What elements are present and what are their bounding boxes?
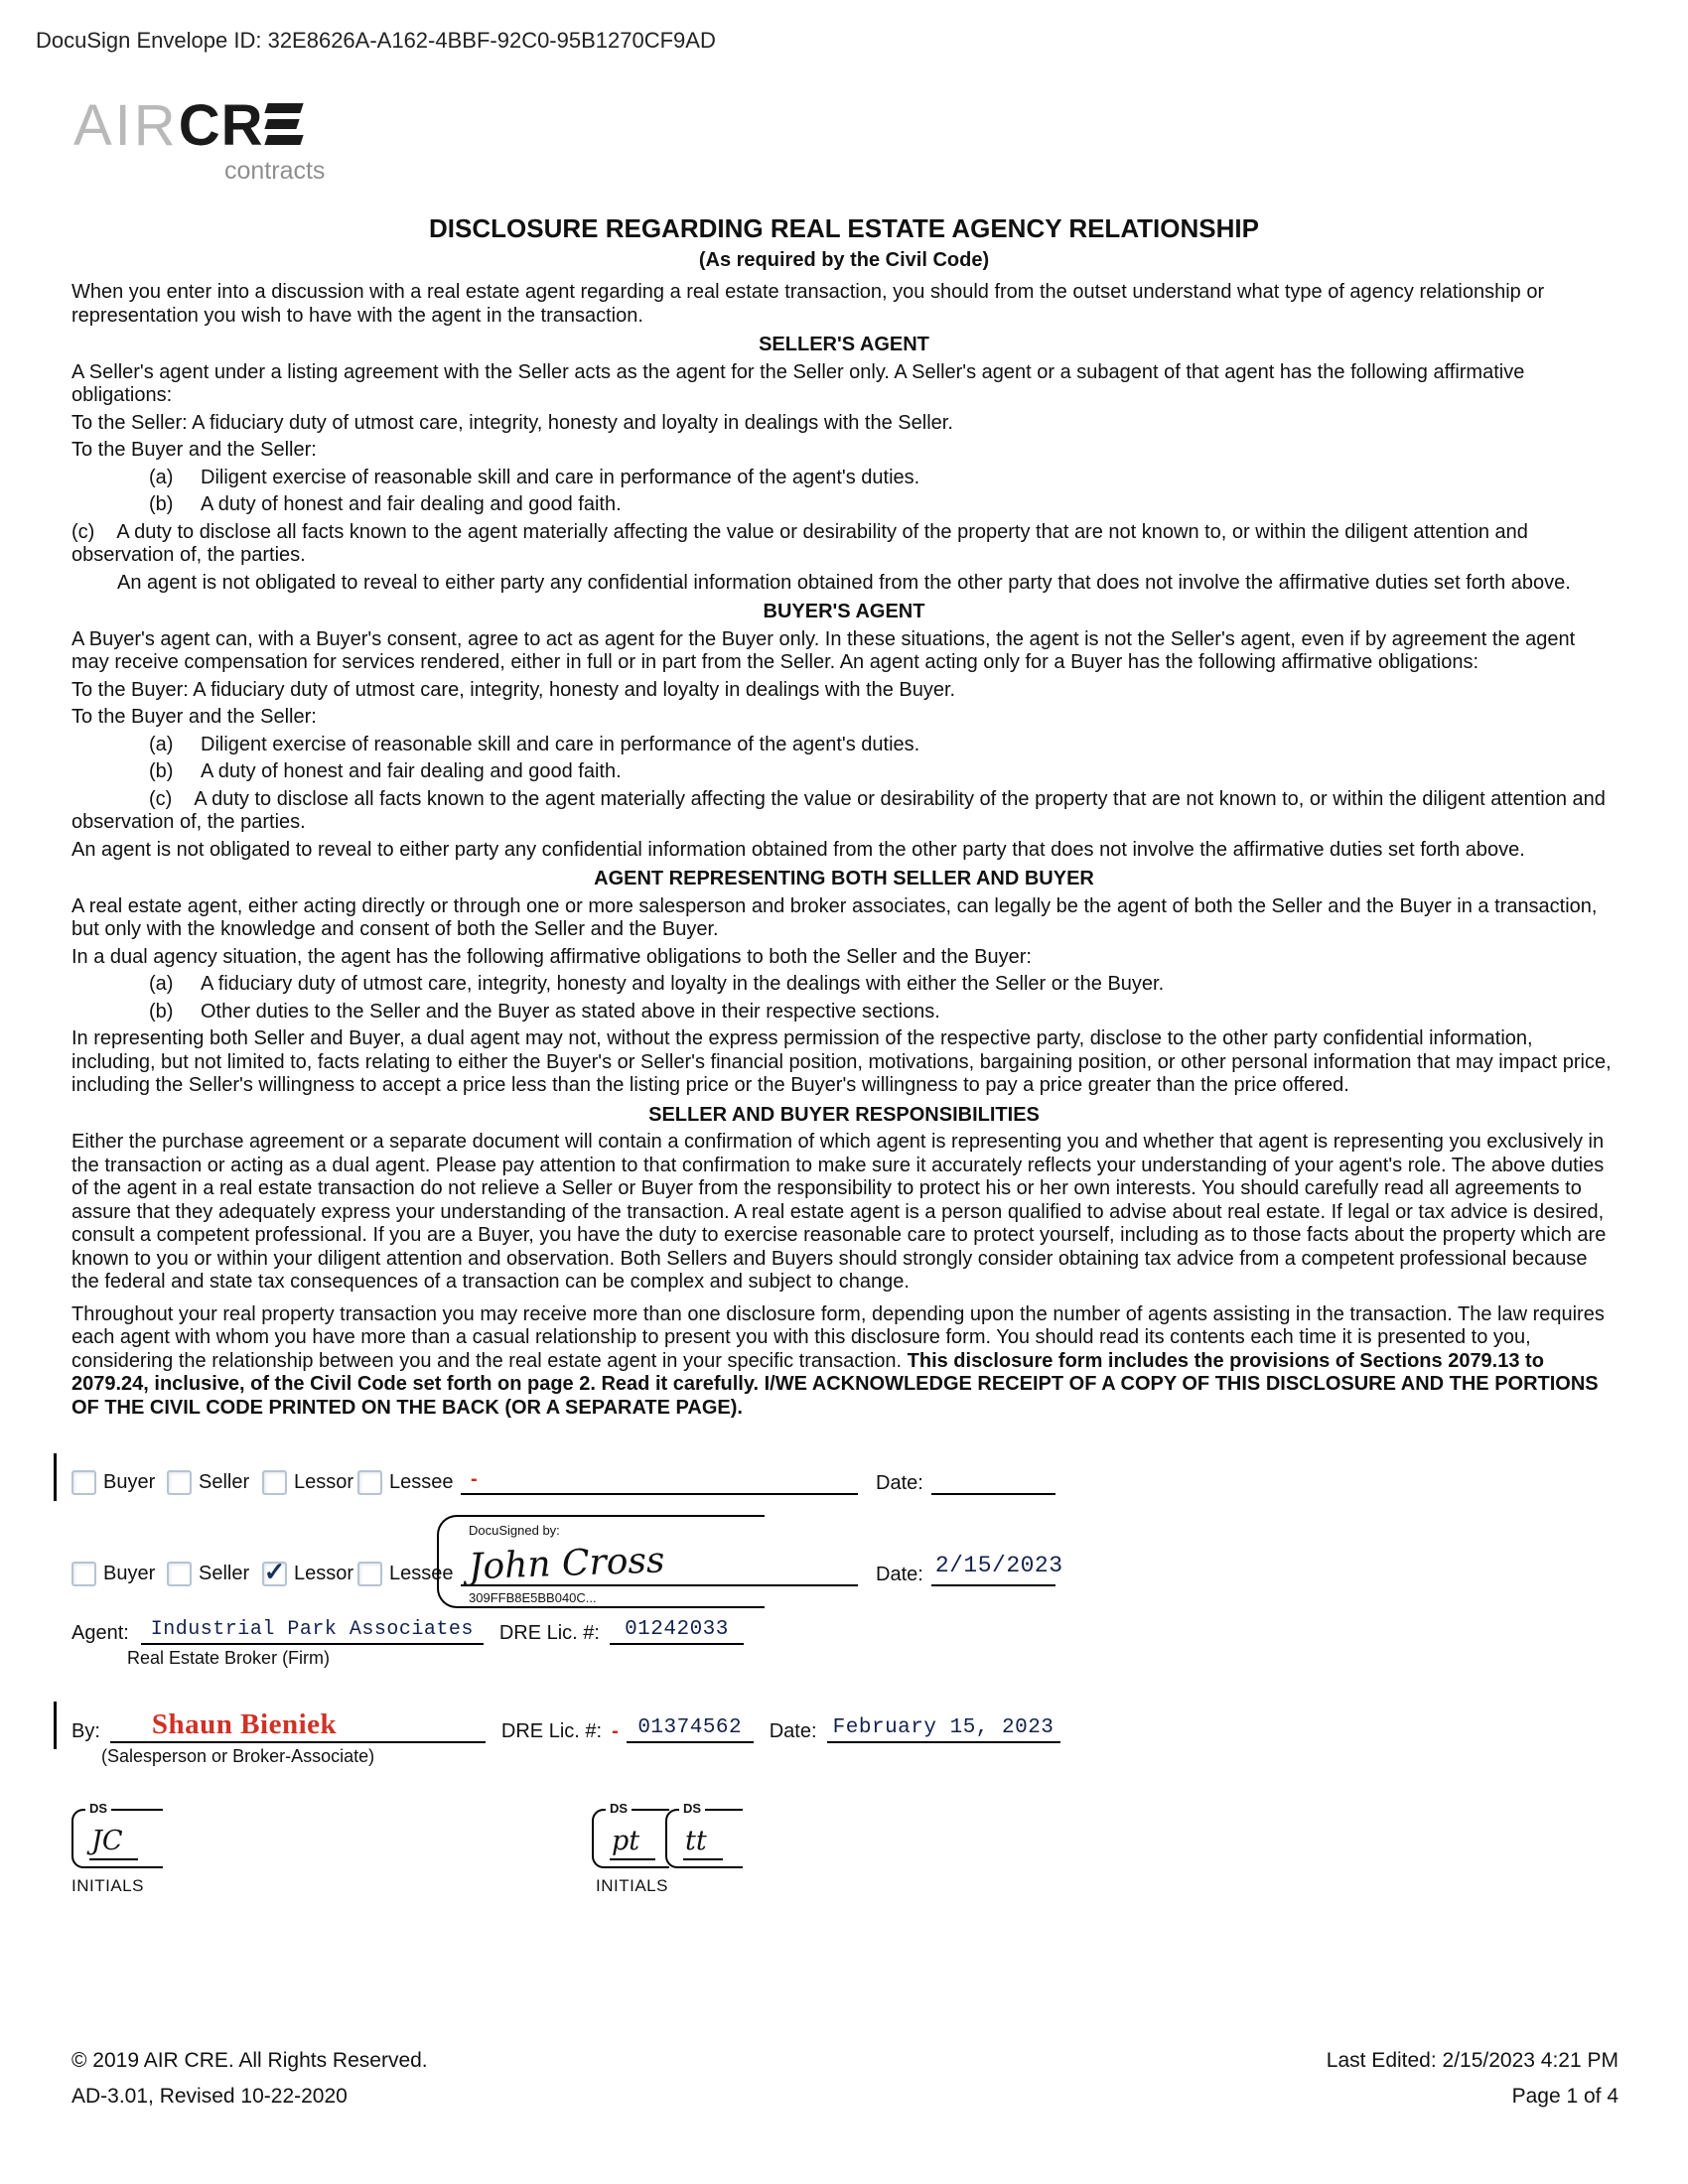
initials-field-right-2[interactable]	[665, 1801, 743, 1868]
date-line-1[interactable]	[931, 1461, 1055, 1495]
paragraph: To the Buyer: A fiduciary duty of utmost care, integrity, honesty and loyalty in dealings with the Buyer.	[71, 678, 956, 701]
logo-cre-text: CR	[178, 93, 264, 158]
paragraph: In a dual agency situation, the agent has the following affirmative obligations to both the Seller and the Buyer:	[71, 945, 1032, 968]
initials-area	[71, 1801, 1617, 1896]
page-title: DISCLOSURE REGARDING REAL ESTATE AGENCY RELATIONSHIP	[429, 213, 1259, 243]
salesperson-sublabel: (Salesperson or Broker-Associate)	[101, 1746, 375, 1766]
initials-label: INITIALS	[596, 1876, 668, 1895]
page-subtitle: (As required by the Civil Code)	[698, 249, 990, 271]
paragraph: A Buyer's agent can, with a Buyer's consent, agree to act as agent for the Buyer only. In these situations, the agent is not the Seller's agent, even if by agreement the agent may receive compensation for services rendered, either in full or in part from the Seller. An agent acting only for a Buyer has the following affirmative obligations:	[71, 627, 1576, 673]
agent-firm-field[interactable]	[141, 1618, 484, 1645]
signature-john-cross: John Cross	[468, 1540, 665, 1588]
broker-firm-sublabel: Real Estate Broker (Firm)	[127, 1648, 331, 1668]
aircre-logo	[73, 93, 1617, 185]
seller-checkbox[interactable]	[167, 1562, 192, 1586]
checkbox-group-buyer	[71, 1562, 167, 1586]
list-label: (b)	[149, 493, 174, 515]
list-text: Diligent exercise of reasonable skill and care in performance of the agent's duties.	[201, 733, 920, 755]
paragraph: Either the purchase agreement or a separate document will contain a confirmation of which agent is representing you and whether that agent is representing you exclusively in the transaction or acting as a dual agent. Please pay attention to that confirmation to make sure it accurately reflects your understanding of your agent's role. The above duties of the agent in a real estate transaction do not relieve a Seller or Buyer from the responsibility to protect his or her own interests. You should carefully read all agreements to assure that they adequately express your understanding of the transaction. A real estate agent is a person qualified to advise about real estate. If legal or tax advice is desired, consult a competent professional. If you are a Buyer, you have the duty to exercise reasonable care to protect yourself, including as to those facts about the property which are known to you or within your diligent attention and observation. Both Sellers and Buyers should strongly consider obtaining tax advice from a competent professional because the federal and state tax consequences of a transaction can be complex and subject to change.	[71, 1131, 1607, 1293]
initials-field-right-1[interactable]	[592, 1801, 669, 1868]
form-code-text: AD-3.01, Revised 10-22-2020	[71, 2085, 348, 2108]
agent-row	[71, 1616, 1617, 1645]
ds-tag-icon: DS	[85, 1801, 111, 1816]
logo-e-icon	[266, 103, 304, 147]
docusigned-by-label: DocuSigned by:	[469, 1523, 560, 1538]
paragraph: In representing both Seller and Buyer, a dual agent may not, without the express permission of the respective party, disclose to the other party confidential information, including, but not limited to, facts relating to either the Buyer's or Seller's financial position, motivations, bargaining position, or other personal information that may impact price, including the Seller's willingness to accept a price less than the listing price or the Buyer's willingness to pay a price greater than the price offered.	[71, 1027, 1612, 1096]
initials-right	[596, 1801, 743, 1896]
lessor-checkbox-checked[interactable]	[262, 1556, 287, 1586]
checkbox-label: Lessor	[294, 1471, 354, 1493]
signature-row-2	[71, 1523, 1617, 1605]
initials-left	[71, 1801, 163, 1896]
seller-checkbox[interactable]	[167, 1470, 192, 1495]
agent-dre-value: 01242033	[625, 1618, 729, 1641]
list-item-b	[71, 493, 1617, 517]
list-item-c	[71, 788, 1617, 835]
initials-jc: JC	[89, 1826, 138, 1860]
by-date-field[interactable]	[827, 1714, 1060, 1743]
list-label: (a)	[149, 973, 174, 995]
signature-area	[71, 1461, 1617, 1896]
list-item-b	[71, 1001, 1617, 1024]
salesperson-name-field[interactable]	[110, 1708, 486, 1743]
page-number-text: Page 1 of 4	[1511, 2085, 1618, 2108]
page-footer	[71, 2049, 1618, 2109]
buyer-checkbox[interactable]	[71, 1470, 96, 1495]
salesperson-name-value: Shaun Bieniek	[151, 1708, 338, 1740]
date-label: Date:	[876, 1472, 923, 1494]
ds-tag-icon: DS	[606, 1801, 632, 1816]
docusign-signature-id: 309FFB8E5BB040C...	[469, 1590, 597, 1605]
signature-line-2[interactable]	[461, 1523, 858, 1605]
by-row	[71, 1708, 1617, 1743]
logo-air-text: AIR	[73, 93, 179, 158]
checkbox-label: Lessee	[389, 1563, 454, 1584]
agent-firm-value: Industrial Park Associates	[150, 1618, 474, 1641]
lessee-checkbox[interactable]	[357, 1562, 382, 1586]
lessor-checkbox[interactable]	[262, 1470, 287, 1495]
date-label: Date:	[769, 1720, 817, 1742]
logo-contracts-text: contracts	[224, 157, 326, 185]
list-label: (b)	[149, 1000, 174, 1023]
list-text: Other duties to the Seller and the Buyer as stated above in their respective sections.	[201, 1000, 940, 1023]
heading-sellers-agent: SELLER'S AGENT	[759, 334, 929, 355]
list-item-c	[71, 521, 1617, 568]
list-text: A duty to disclose all facts known to the agent materially affecting the value or desirability of the property that are not known to, or within the diligent attention and observation of, the parties.	[71, 520, 1528, 566]
salesperson-dre-value: 01374562	[637, 1716, 743, 1739]
list-item-a	[71, 973, 1617, 997]
list-label: (b)	[149, 760, 174, 782]
checkbox-label: Lessee	[389, 1471, 454, 1493]
signature-row-1	[71, 1461, 1617, 1495]
checkbox-group-seller	[167, 1470, 262, 1495]
checkbox-group-buyer	[71, 1470, 167, 1495]
list-item-a	[71, 734, 1617, 757]
checkbox-label: Buyer	[103, 1563, 156, 1584]
paragraph-acknowledge	[71, 1303, 1617, 1421]
list-text: A duty to disclose all facts known to the agent materially affecting the value or desirability of the property that are not known to, or within the diligent attention and observation of, the parties.	[71, 787, 1606, 833]
heading-dual-agent: AGENT REPRESENTING BOTH SELLER AND BUYER	[594, 868, 1094, 889]
date-line-2[interactable]	[931, 1553, 1063, 1586]
docusign-stamp	[437, 1515, 765, 1608]
buyer-checkbox[interactable]	[71, 1562, 96, 1586]
required-field-dash: -	[612, 1720, 619, 1742]
initials-tt: tt	[683, 1826, 723, 1860]
list-item-a	[71, 467, 1617, 490]
paragraph: To the Buyer and the Seller:	[71, 706, 317, 728]
checkbox-label: Seller	[199, 1471, 250, 1493]
date-label: Date:	[876, 1564, 923, 1585]
ds-tag-icon: DS	[679, 1801, 705, 1816]
list-label: (c)	[71, 520, 95, 543]
paragraph: To the Seller: A fiduciary duty of utmost care, integrity, honesty and loyalty in dealings with the Seller.	[71, 411, 953, 434]
list-text: A fiduciary duty of utmost care, integrity, honesty and loyalty in the dealings with either the Seller or the Buyer.	[201, 973, 1165, 995]
paragraph: A real estate agent, either acting directly or through one or more salesperson and broker associates, can legally be the agent of both the Seller and the Buyer in a transaction, but only with the knowledge and consent of both the Seller and the Buyer.	[71, 894, 1598, 940]
initials-pt: pt	[610, 1826, 655, 1860]
signature-line-1[interactable]	[461, 1461, 858, 1495]
paragraph: To the Buyer and the Seller:	[71, 439, 317, 461]
lessee-checkbox[interactable]	[357, 1470, 382, 1495]
list-item-b	[71, 760, 1617, 784]
date-value: 2/15/2023	[934, 1553, 1063, 1578]
intro-paragraph: When you enter into a discussion with a real estate agent regarding a real estate transaction, you should from the outset understand what type of agency relationship or representation you wish to have with the agent in the transaction.	[71, 281, 1545, 327]
agent-dre-field[interactable]	[610, 1616, 744, 1645]
checkbox-label: Seller	[199, 1563, 250, 1584]
checkbox-group-lessee	[357, 1470, 453, 1495]
checkbox-label: Lessor	[294, 1563, 354, 1584]
initials-field-left[interactable]	[71, 1801, 163, 1868]
paragraph-normal-part: Throughout your real property transaction you may receive more than one disclosure form, depending upon the number of agents assisting in the transaction. The law requires each agent with whom you have more than a casual relationship to present you with this disclosure form. You should read its contents each time it is presented to you, considering the relationship between you and the real estate agent in your specific transaction.	[71, 1302, 1605, 1372]
list-text: Diligent exercise of reasonable skill and care in performance of the agent's duties.	[201, 466, 920, 488]
check-icon: ✓	[263, 1556, 286, 1586]
docusign-envelope-id: DocuSign Envelope ID: 32E8626A-A162-4BBF-92C0-95B1270CF9AD	[36, 28, 716, 53]
list-text: A duty of honest and fair dealing and good faith.	[201, 760, 622, 782]
paragraph: A Seller's agent under a listing agreement with the Seller acts as the agent for the Seller only. A Seller's agent or a subagent of that agent has the following affirmative obligations:	[71, 360, 1525, 406]
checkbox-group-seller	[167, 1562, 262, 1586]
by-date-value: February 15, 2023	[832, 1716, 1055, 1739]
paragraph: An agent is not obligated to reveal to either party any confidential information obtained from the other party that does not involve the affirmative duties set forth above.	[71, 838, 1525, 861]
heading-buyers-agent: BUYER'S AGENT	[763, 601, 925, 622]
required-field-dash: -	[471, 1468, 478, 1490]
last-edited-text: Last Edited: 2/15/2023 4:21 PM	[1326, 2049, 1618, 2072]
list-label: (a)	[149, 733, 174, 755]
paragraph-bold-part: This disclosure form includes the provisions of Sections 2079.13 to 2079.24, inclusive, of the Civil Code set forth on page 2. Read it carefully. I/WE ACKNOWLEDGE RECEIPT OF A COPY OF THIS DISCLOSURE AND THE PORTIONS OF THE CIVIL CODE PRINTED ON THE BACK (OR A SEPARATE PAGE).	[71, 1349, 1599, 1419]
dre-license-label: DRE Lic. #:	[498, 1622, 600, 1644]
checkbox-label: Buyer	[103, 1471, 156, 1493]
dre-license-label: DRE Lic. #:	[500, 1720, 603, 1742]
agent-label: Agent:	[71, 1622, 129, 1644]
copyright-text: © 2019 AIR CRE. All Rights Reserved.	[71, 2049, 428, 2072]
heading-responsibilities: SELLER AND BUYER RESPONSIBILITIES	[648, 1103, 1040, 1126]
checkbox-group-lessor	[262, 1556, 357, 1586]
paragraph: An agent is not obligated to reveal to either party any confidential information obtained from the other party that does not involve the affirmative duties set forth above.	[117, 571, 1571, 594]
by-label: By:	[71, 1720, 100, 1742]
checkbox-group-lessor	[262, 1470, 357, 1495]
initials-label: INITIALS	[71, 1876, 144, 1895]
salesperson-dre-field[interactable]	[627, 1714, 754, 1743]
list-text: A duty of honest and fair dealing and good faith.	[201, 493, 622, 515]
list-label: (a)	[149, 466, 174, 488]
list-label: (c)	[149, 787, 173, 810]
